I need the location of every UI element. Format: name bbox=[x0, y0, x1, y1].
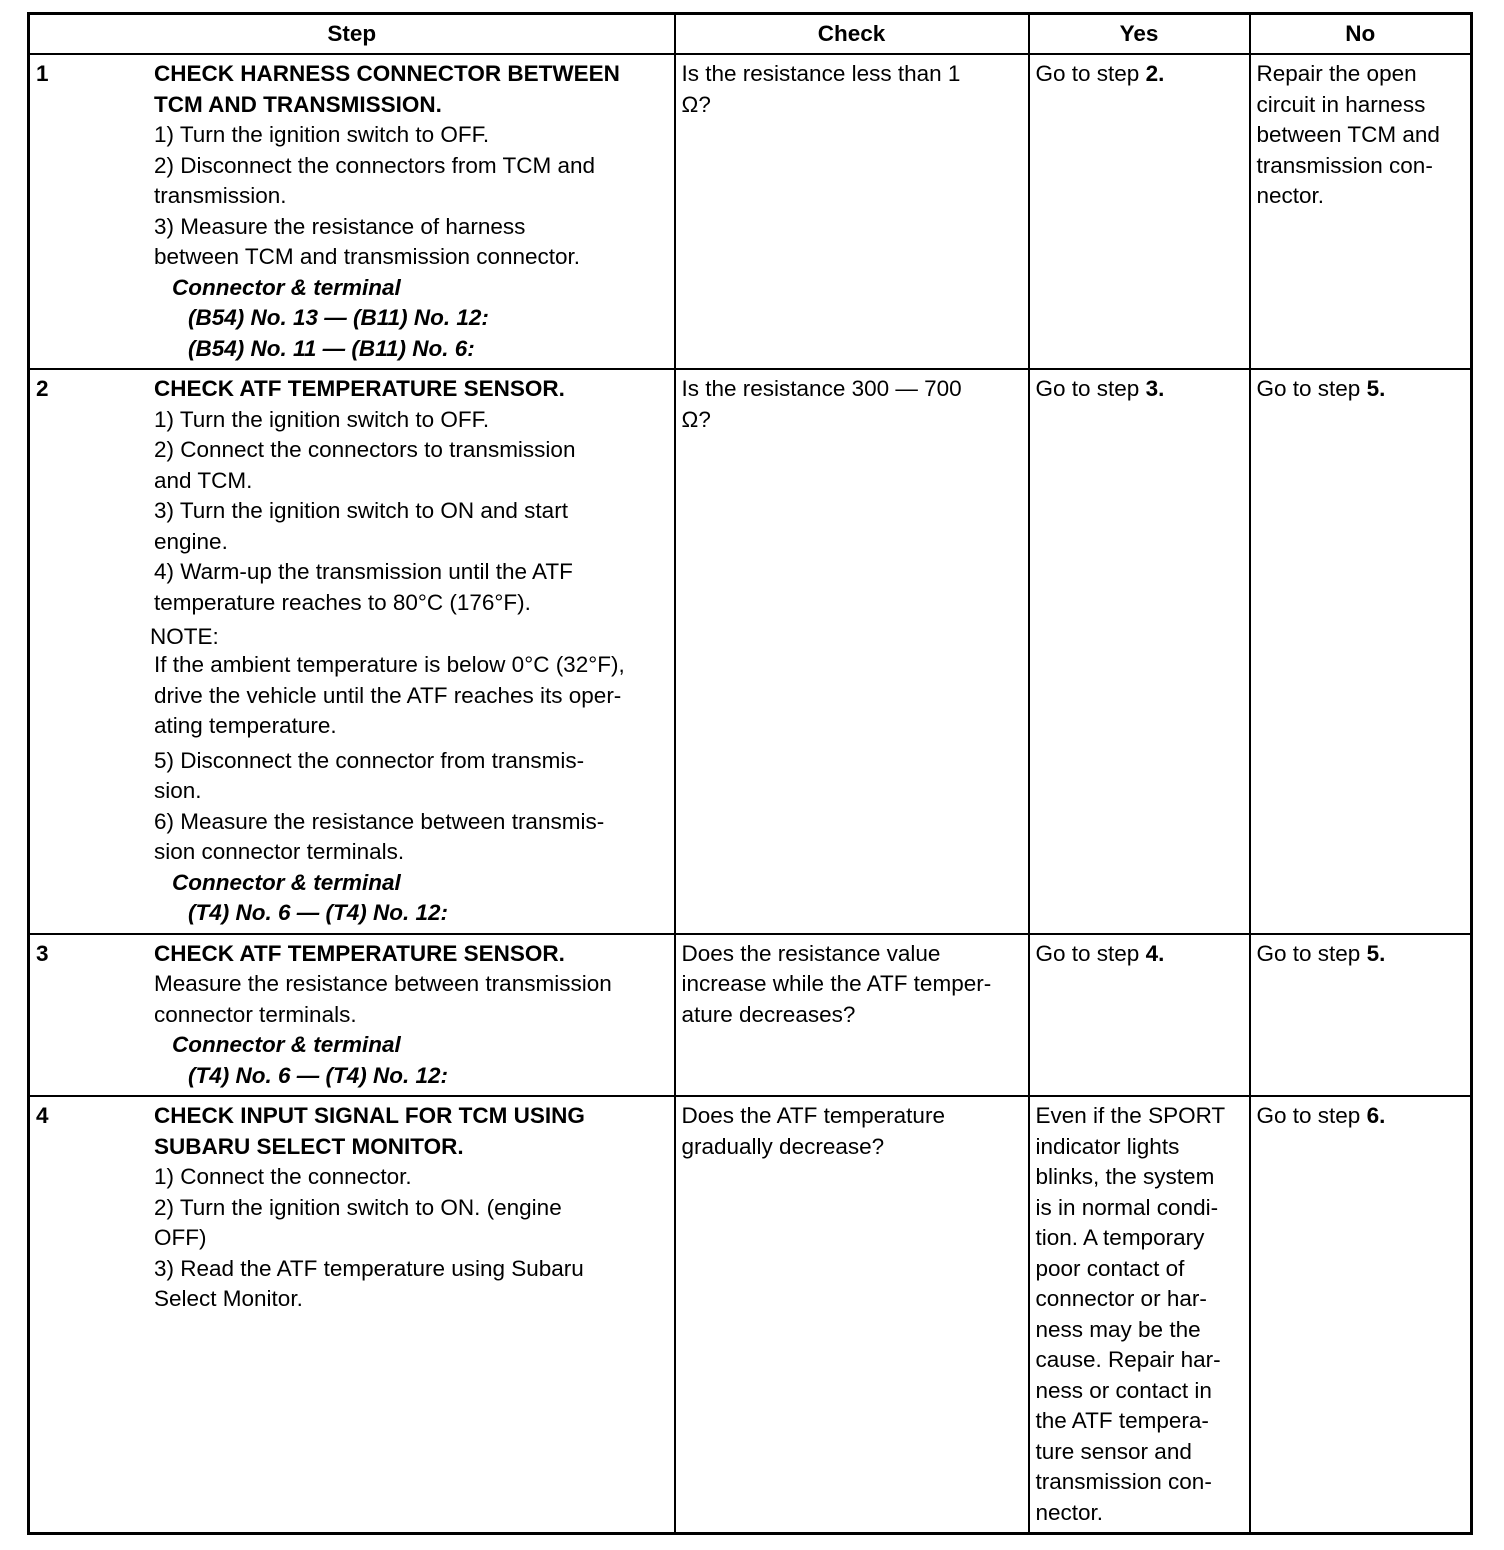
step-line: 2) Connect the connectors to transmission bbox=[154, 437, 576, 462]
no-text: between TCM and bbox=[1256, 122, 1440, 147]
step-title: CHECK ATF TEMPERATURE SENSOR. bbox=[154, 376, 565, 401]
step-title: TCM AND TRANSMISSION. bbox=[154, 91, 442, 117]
step-line: 2) Disconnect the connectors from TCM and bbox=[154, 152, 596, 178]
table-row bbox=[29, 369, 1472, 934]
yes-step-ref: 3. bbox=[1145, 376, 1165, 401]
step-body bbox=[154, 55, 674, 368]
yes-text: cause. Repair har- bbox=[1035, 1347, 1221, 1372]
yes-cell bbox=[1029, 369, 1250, 934]
step-line: sion. bbox=[154, 778, 202, 803]
no-cell bbox=[1250, 1096, 1472, 1534]
table-header-row bbox=[29, 14, 1472, 55]
table-row bbox=[29, 934, 1472, 1097]
connector-terminal-label: Connector & terminal bbox=[172, 1032, 401, 1057]
check-text: ature decreases? bbox=[681, 1001, 856, 1027]
connector-terminal-value: (T4) No. 6 — (T4) No. 12: bbox=[188, 1062, 449, 1088]
diagnostic-table bbox=[27, 12, 1473, 1535]
check-text: increase while the ATF temper- bbox=[681, 971, 992, 996]
yes-step-ref: 2. bbox=[1145, 61, 1165, 86]
step-line: 3) Measure the resistance of harness bbox=[154, 213, 526, 239]
yes-text: poor contact of bbox=[1035, 1255, 1185, 1281]
yes-text: Go to step bbox=[1035, 376, 1146, 401]
step-line: 1) Turn the ignition switch to OFF. bbox=[154, 406, 490, 432]
note-text bbox=[154, 650, 670, 742]
connector-terminal-label: Connector & terminal bbox=[172, 869, 401, 895]
step-line: 3) Read the ATF temperature using Subaru bbox=[154, 1255, 584, 1281]
check-cell bbox=[675, 369, 1029, 934]
step-cell bbox=[29, 54, 675, 369]
no-cell bbox=[1250, 934, 1472, 1097]
step-title: SUBARU SELECT MONITOR. bbox=[154, 1133, 464, 1159]
yes-cell bbox=[1029, 934, 1250, 1097]
step-body bbox=[150, 370, 674, 933]
step-body bbox=[154, 935, 674, 1096]
step-line: OFF) bbox=[154, 1225, 207, 1250]
yes-text: ture sensor and bbox=[1035, 1438, 1192, 1464]
yes-text: tion. A temporary bbox=[1035, 1225, 1205, 1250]
table-row bbox=[29, 54, 1472, 369]
no-text: Go to step bbox=[1256, 1103, 1367, 1128]
step-line: 4) Warm-up the transmission until the ATF bbox=[154, 559, 573, 584]
step-line: 2) Turn the ignition switch to ON. (engine bbox=[154, 1194, 562, 1220]
step-line: 6) Measure the resistance between transmis- bbox=[154, 808, 605, 834]
no-text: Go to step bbox=[1256, 940, 1367, 966]
check-text: Does the ATF temperature bbox=[681, 1103, 945, 1128]
check-cell bbox=[675, 1096, 1029, 1534]
step-title: CHECK INPUT SIGNAL FOR TCM USING bbox=[154, 1103, 585, 1128]
yes-cell bbox=[1029, 54, 1250, 369]
no-text: Repair the open bbox=[1256, 61, 1417, 86]
note-line: ating temperature. bbox=[154, 713, 337, 738]
step-line: Select Monitor. bbox=[154, 1286, 303, 1311]
step-line: 3) Turn the ignition switch to ON and start bbox=[154, 498, 568, 523]
step-line: 1) Turn the ignition switch to OFF. bbox=[154, 122, 490, 147]
check-cell bbox=[675, 54, 1029, 369]
yes-text: the ATF tempera- bbox=[1035, 1408, 1209, 1433]
yes-text: Go to step bbox=[1035, 940, 1146, 966]
step-number: 3 bbox=[36, 940, 49, 966]
step-number: 1 bbox=[36, 61, 49, 86]
note-line: drive the vehicle until the ATF reaches its oper- bbox=[154, 682, 622, 708]
step-line: 5) Disconnect the connector from transmis- bbox=[154, 747, 585, 773]
no-text: transmission con- bbox=[1256, 152, 1433, 178]
connector-terminal-value: (B54) No. 11 — (B11) No. 6: bbox=[188, 335, 475, 361]
step-cell bbox=[29, 369, 675, 934]
step-number: 4 bbox=[36, 1103, 49, 1128]
yes-text: Go to step bbox=[1035, 61, 1146, 86]
no-text: circuit in harness bbox=[1256, 91, 1426, 117]
yes-text: indicator lights bbox=[1035, 1133, 1180, 1159]
step-line: Measure the resistance between transmission bbox=[154, 971, 612, 996]
note-line: If the ambient temperature is below 0°C (32°F), bbox=[154, 652, 625, 677]
yes-text: connector or har- bbox=[1035, 1286, 1207, 1311]
check-text: Ω? bbox=[681, 91, 711, 117]
note-label: NOTE: bbox=[150, 624, 219, 649]
no-step-ref: 5. bbox=[1366, 376, 1386, 401]
check-cell bbox=[675, 934, 1029, 1097]
header-step: Step bbox=[29, 14, 675, 55]
connector-terminal-label: Connector & terminal bbox=[172, 274, 401, 300]
check-text: Does the resistance value bbox=[681, 940, 941, 966]
check-text: Is the resistance less than 1 bbox=[681, 61, 961, 86]
yes-text: nector. bbox=[1035, 1499, 1104, 1525]
connector-terminal-value: (B54) No. 13 — (B11) No. 12: bbox=[188, 305, 489, 330]
step-title: CHECK HARNESS CONNECTOR BETWEEN bbox=[154, 61, 620, 86]
step-line: temperature reaches to 80°C (176°F). bbox=[154, 589, 531, 615]
no-cell bbox=[1250, 54, 1472, 369]
yes-cell bbox=[1029, 1096, 1250, 1534]
yes-text: ness or contact in bbox=[1035, 1377, 1212, 1403]
yes-step-ref: 4. bbox=[1145, 940, 1165, 966]
step-line: 1) Connect the connector. bbox=[154, 1164, 412, 1189]
check-text: gradually decrease? bbox=[681, 1133, 885, 1159]
yes-text: blinks, the system bbox=[1035, 1164, 1215, 1189]
step-title: CHECK ATF TEMPERATURE SENSOR. bbox=[154, 940, 565, 966]
check-text: Is the resistance 300 — 700 bbox=[681, 376, 962, 401]
step-line: engine. bbox=[154, 528, 228, 554]
no-cell bbox=[1250, 369, 1472, 934]
step-line: connector terminals. bbox=[154, 1001, 357, 1027]
yes-text: transmission con- bbox=[1035, 1469, 1212, 1494]
step-body bbox=[154, 1097, 674, 1319]
connector-terminal-value: (T4) No. 6 — (T4) No. 12: bbox=[188, 900, 449, 925]
yes-text: is in normal condi- bbox=[1035, 1194, 1219, 1220]
no-text: nector. bbox=[1256, 183, 1325, 208]
step-cell bbox=[29, 1096, 675, 1534]
no-step-ref: 6. bbox=[1366, 1103, 1386, 1128]
header-no: No bbox=[1250, 14, 1472, 55]
yes-text: ness may be the bbox=[1035, 1316, 1201, 1342]
no-step-ref: 5. bbox=[1366, 940, 1386, 966]
step-line: and TCM. bbox=[154, 467, 253, 493]
step-line: between TCM and transmission connector. bbox=[154, 244, 581, 269]
step-number: 2 bbox=[36, 376, 49, 401]
check-text: Ω? bbox=[681, 406, 711, 432]
table-row bbox=[29, 1096, 1472, 1534]
step-line: sion connector terminals. bbox=[154, 839, 405, 864]
no-text: Go to step bbox=[1256, 376, 1367, 401]
step-cell bbox=[29, 934, 675, 1097]
header-check: Check bbox=[675, 14, 1029, 55]
step-line: transmission. bbox=[154, 183, 287, 208]
yes-text: Even if the SPORT bbox=[1035, 1103, 1226, 1128]
header-yes: Yes bbox=[1029, 14, 1250, 55]
